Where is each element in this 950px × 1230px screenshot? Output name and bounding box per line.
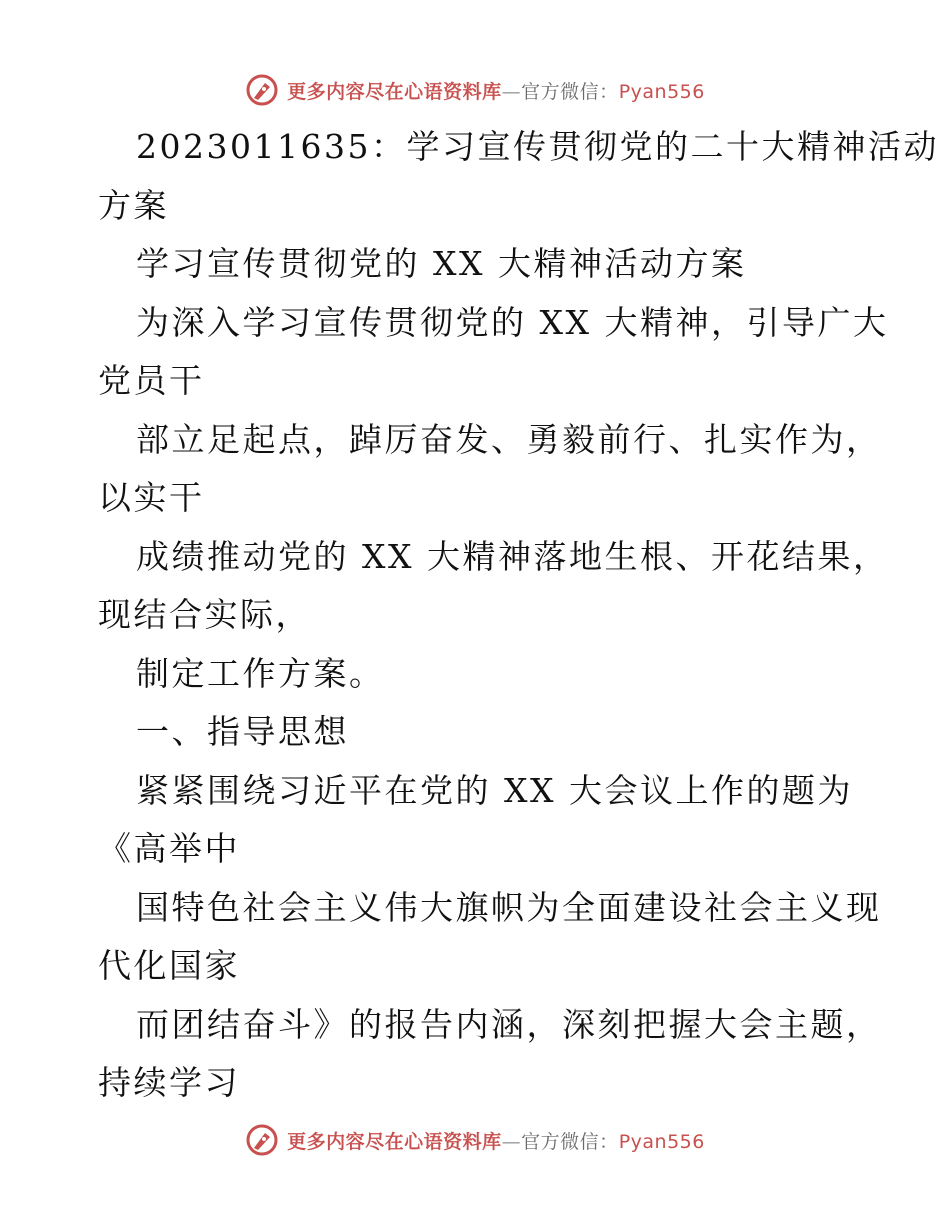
- document-line: 党员干: [98, 361, 205, 400]
- document-line: 紧紧围绕习近平在党的 XX 大会议上作的题为: [136, 770, 853, 810]
- watermark-brand: 更多内容尽在心语资料库: [287, 80, 502, 103]
- watermark-wechat-label: 官方微信：: [521, 80, 619, 103]
- document-line: 学习宣传贯彻党的 XX 大精神活动方案: [136, 244, 747, 283]
- watermark-wechat-id: Pyan556: [618, 1130, 705, 1153]
- document-line: 2023011635：学习宣传贯彻党的二十大精神活动: [136, 127, 939, 166]
- pen-nib-logo-icon: [245, 1123, 279, 1157]
- document-line: 代化国家: [98, 946, 240, 985]
- header-watermark: [0, 70, 950, 110]
- document-line: 成绩推动党的 XX 大精神落地生根、开花结果，: [136, 536, 889, 576]
- document-line: 为深入学习宣传贯彻党的 XX 大精神，引导广大: [136, 302, 889, 342]
- document-line: 而团结奋斗》的报告内涵，深刻把握大会主题，: [136, 1004, 882, 1044]
- watermark-wechat-id: Pyan556: [618, 80, 705, 103]
- watermark-brand: 更多内容尽在心语资料库: [287, 1130, 502, 1153]
- document-line: 部立足起点，踔厉奋发、勇毅前行、扎实作为，: [136, 419, 882, 459]
- document-body: [98, 118, 939, 1113]
- watermark-separator: —: [501, 1130, 522, 1153]
- document-line: 《高举中: [98, 829, 240, 868]
- document-line: 国特色社会主义伟大旗帜为全面建设社会主义现: [136, 887, 882, 927]
- watermark-separator: —: [501, 80, 522, 103]
- document-line: 一、指导思想: [136, 712, 349, 751]
- document-line: 现结合实际，: [98, 595, 311, 634]
- document-line: 方案: [98, 185, 169, 225]
- document-line: 持续学习: [98, 1063, 240, 1102]
- document-line: 以实干: [98, 478, 205, 517]
- footer-watermark: [0, 1120, 950, 1160]
- watermark-text: [287, 1127, 705, 1154]
- watermark-text: [287, 77, 705, 104]
- watermark-wechat-label: 官方微信：: [521, 1130, 619, 1153]
- document-line: 制定工作方案。: [136, 653, 385, 693]
- pen-nib-logo-icon: [245, 73, 279, 107]
